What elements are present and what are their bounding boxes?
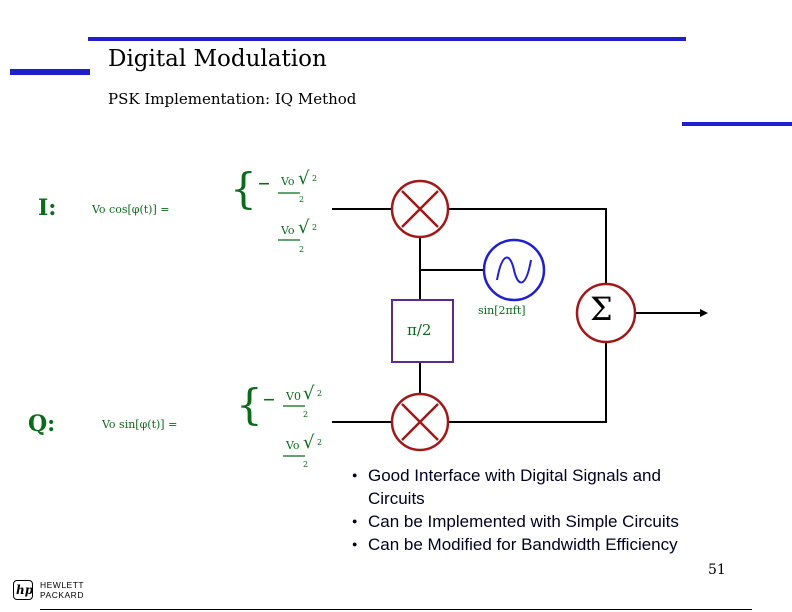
i-expression: Vo cos[φ(t)] = xyxy=(92,203,170,216)
slide-subtitle: PSK Implementation: IQ Method xyxy=(108,90,357,108)
i-channel-label: I: xyxy=(38,195,57,221)
oscillator xyxy=(484,240,544,300)
i-level-bottom-sqrt: √ xyxy=(298,217,310,238)
q-mixer-output-wire xyxy=(448,341,606,422)
i-level-bottom-sqrt-arg: 2 xyxy=(312,223,318,232)
footer-rule xyxy=(40,609,752,610)
i-brace: { xyxy=(230,164,257,213)
q-level-bottom-vo: Vo xyxy=(286,439,300,452)
oscillator-label: sin[2πft] xyxy=(478,304,526,317)
q-mixer xyxy=(392,394,448,450)
phase-shift-label: π/2 xyxy=(407,321,432,339)
logo-line-2: PACKARD xyxy=(40,590,84,600)
i-level-top-sqrt: √ xyxy=(298,168,310,189)
company-logo-text xyxy=(40,580,84,600)
i-level-top-sign: – xyxy=(258,168,270,196)
q-level-bottom-denominator: 2 xyxy=(303,460,309,469)
q-level-bottom-sqrt: √ xyxy=(303,432,315,453)
sum-symbol: Σ xyxy=(590,290,613,328)
q-level-bottom-sqrt-arg: 2 xyxy=(317,438,323,447)
list-item: ● Can be Modified for Bandwidth Efficiency xyxy=(352,533,752,556)
i-level-top-vo: Vo xyxy=(281,175,295,188)
output-arrowhead xyxy=(700,309,708,317)
page-number: 51 xyxy=(708,562,726,578)
oscillator-to-i-mixer-wire xyxy=(420,237,484,270)
i-mixer xyxy=(392,181,448,237)
i-level-bottom-vo: Vo xyxy=(281,224,295,237)
logo-line-1: HEWLETT xyxy=(40,580,85,590)
slide-title: Digital Modulation xyxy=(108,46,327,72)
q-level-top-sqrt: √ xyxy=(303,383,315,404)
q-level-top-sign: – xyxy=(263,384,275,412)
q-level-top-sqrt-arg: 2 xyxy=(317,389,323,398)
i-level-bottom-denominator: 2 xyxy=(299,245,305,254)
q-brace: { xyxy=(236,380,263,429)
q-level-top-denominator: 2 xyxy=(303,410,309,419)
q-channel-label: Q: xyxy=(28,411,56,437)
i-level-top-sqrt-arg: 2 xyxy=(312,174,318,183)
hp-logo-icon: hp xyxy=(13,580,33,600)
q-expression: Vo sin[φ(t)] = xyxy=(102,418,178,431)
benefits-list xyxy=(352,464,752,556)
q-level-top-vo: V0 xyxy=(286,390,301,403)
list-item: ● Can be Implemented with Simple Circuits xyxy=(352,510,752,533)
i-level-top-denominator: 2 xyxy=(299,195,305,204)
list-item: ● Good Interface with Digital Signals and Circuits xyxy=(352,464,708,510)
